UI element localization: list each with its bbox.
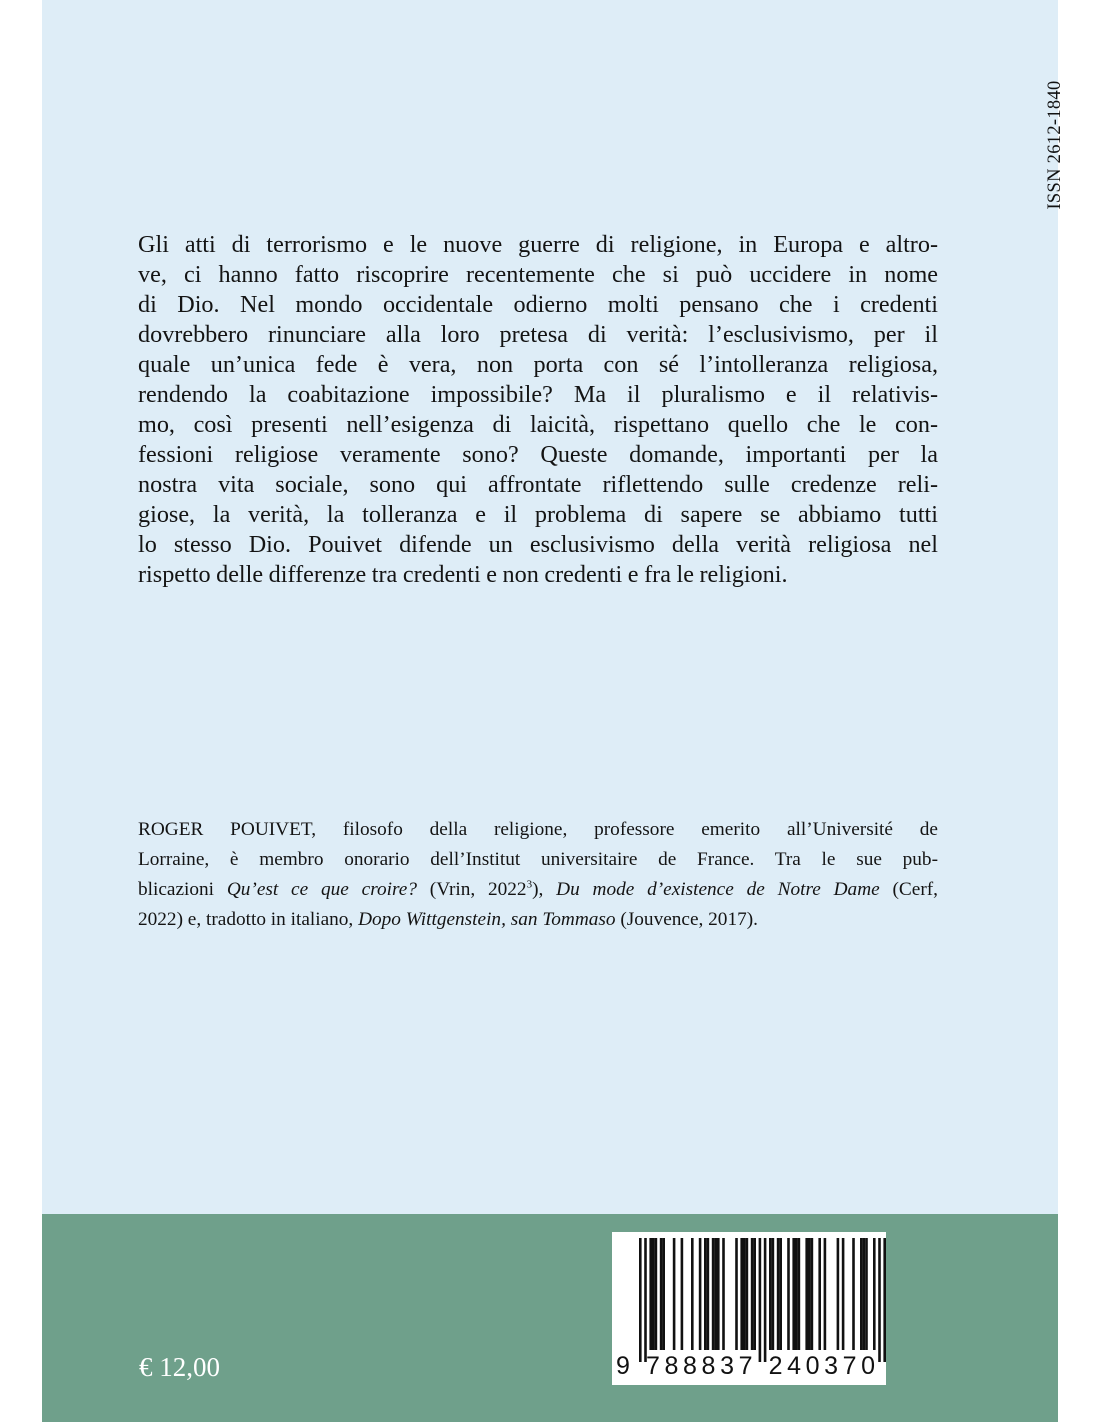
barcode-bar [824,1238,827,1350]
barcode-bar [740,1238,743,1350]
barcode-bar [805,1238,808,1350]
book-back-cover [42,0,1065,1422]
barcode-bar [777,1238,780,1350]
barcode-bar [842,1238,845,1350]
barcode-bar [764,1238,767,1362]
barcode-bar [704,1238,707,1350]
blurb-line: rendendo la coabitazione impossibile? Ma il pluralismo e il relativis- [138,381,938,408]
blurb-line: mo, così presenti nell’esigenza di laicità, rispettano quello che le con- [138,411,938,438]
barcode-bar [759,1238,762,1362]
blurb-line: rispetto delle differenze tra credenti e non credenti e fra le religioni. [138,561,788,588]
barcode-bar [707,1238,710,1350]
barcode-digits: 9 788837 240370 [616,1352,880,1380]
barcode-bar [746,1238,749,1350]
barcode-bar [717,1238,720,1350]
barcode-bar [772,1238,775,1350]
blurb-text [138,230,938,590]
isbn-barcode [612,1232,886,1385]
barcode-bar [795,1238,798,1350]
barcode-bar [792,1238,795,1350]
barcode-bar [753,1238,756,1350]
barcode-bar [722,1238,725,1350]
barcode-bar [865,1238,868,1350]
blurb-line: ve, ci hanno fatto riscoprire recentemente che si può uccidere in nome [138,261,938,288]
barcode-bar [779,1238,782,1350]
barcode-bar [798,1238,801,1350]
barcode-bar [644,1238,647,1362]
book-title: Qu’est ce que croire? [226,879,417,900]
bio-text: (Vrin, 2022 [416,879,527,900]
barcode-bar [639,1238,642,1362]
barcode-bar [652,1238,655,1350]
blurb-line: giose, la verità, la tolleranza e il problema di sapere se abbiamo tutti [138,501,938,528]
barcode-bar [714,1238,717,1350]
barcode-bar [878,1238,881,1362]
barcode-bar [769,1238,772,1350]
book-title: Du mode d’existence de Notre Dame [556,879,880,900]
barcode-bar [852,1238,855,1350]
issn-label: ISSN 2612-1840 [1045,80,1065,210]
author-bio-line: ROGER POUIVET, filosofo della religione, professore emerito all’Université de [138,819,938,840]
bottom-band [42,1214,1058,1422]
barcode-bar [837,1238,840,1350]
barcode-bar [751,1238,754,1350]
barcode-bar [699,1238,702,1350]
barcode-bar [649,1238,652,1350]
barcode-bar [743,1238,746,1350]
author-bio [138,815,938,935]
barcode-bar [660,1238,663,1350]
blurb-line: dovrebbero rinunciare alla loro pretesa di verità: l’esclusivismo, per il [138,321,938,348]
blurb-line: di Dio. Nel mondo occidentale odierno molti pensano che i credenti [138,291,938,318]
book-title: Dopo Wittgenstein, san Tommaso [358,909,616,930]
barcode-bar [735,1238,738,1350]
barcode-bar [787,1238,790,1350]
bio-text: (Jouvence, 2017). [615,909,758,930]
blurb-line: nostra vita sociale, sono qui affrontate riflettendo sulle credenze reli- [138,471,938,498]
author-bio-line [138,905,938,935]
barcode-bar [863,1238,866,1350]
barcode-bar [712,1238,715,1350]
bio-text: blicazioni [138,879,227,900]
barcode-bar [673,1238,676,1350]
barcode-bar [655,1238,658,1350]
blurb-line: quale un’unica fede è vera, non porta con sé l’intolleranza religiosa, [138,351,938,378]
barcode-bar [883,1238,886,1362]
edition-number: 3 [526,878,533,891]
author-bio-line [138,875,938,905]
bio-text: ), [532,879,557,900]
barcode-bar [808,1238,811,1350]
blurb-line: Gli atti di terrorismo e le nuove guerre di religione, in Europa e altro- [138,231,938,258]
barcode-bar [691,1238,694,1350]
blurb-line: lo stesso Dio. Pouivet difende un esclusivismo della verità religiosa nel [138,531,938,558]
barcode-bar [873,1238,876,1350]
bio-text: (Cerf, [879,879,938,900]
blurb-line: fessioni religiose veramente sono? Queste domande, importanti per la [138,441,938,468]
barcode-bar [662,1238,665,1350]
barcode-bar [811,1238,814,1350]
barcode-bar [681,1238,684,1350]
bio-text: 2022) e, tradotto in italiano, [138,909,359,930]
barcode-bar [860,1238,863,1350]
barcode-bar [818,1238,821,1350]
price-label: € 12,00 [139,1352,220,1382]
author-bio-line: Lorraine, è membro onorario dell’Institut universitaire de France. Tra le sue pub- [138,849,938,870]
